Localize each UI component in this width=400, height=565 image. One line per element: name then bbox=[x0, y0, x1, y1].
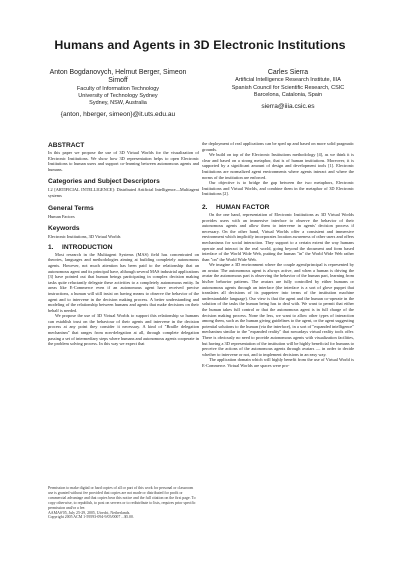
section-heading-introduction bbox=[48, 243, 199, 252]
section-number: 1. bbox=[48, 243, 54, 251]
section-heading-human-factor bbox=[202, 203, 354, 212]
paragraph: the deployment of real applications can be sped up and based on more solid pragmatic grounds. bbox=[202, 141, 354, 152]
categories-heading: Categories and Subject Descriptors bbox=[48, 178, 160, 186]
author-affiliation: University of Technology Sydney bbox=[78, 92, 158, 99]
paragraph: We propose the use of 3D Virtual Worlds to support this relationship so humans can establish trust on the behaviour of their agents and intervene in the decision process at any point they consider it necessary. A kind of "Braille delegation mechanism" that ranges from non-delegation at all, through complete delegation passing a set of intermediary steps where humans and autonomous agents cooperate in the problem solving process. In this way we expect that bbox=[48, 313, 199, 347]
left-column bbox=[48, 141, 199, 347]
paragraph: Our objective is to bridge the gap between the two metaphors, Electronic Institutions and Virtual Worlds, and combine them in the metaphor of 3D Electronic Institutions [2]. bbox=[202, 180, 354, 197]
categories-text: I.2 [ARTIFICIAL INTELLIGENCE]: Distributed Artificial Intelligence—Multiagent systems bbox=[48, 187, 199, 198]
copyright-footnote: Permission to make digital or hard copies of all or part of this work for personal or classroom use is granted without fee provided that copies are not made or distributed for profit or commercial advantage and that copies bear this notice and the full citation on the first page. To copy otherwise, to republish, to post on servers or to redistribute to lists, requires prior specific permission and/or a fee. AAMAS'05, July 25-29, 2005, Utrecht, Netherlands. Copyright 2005 ACM 1-59593-094-9/05/0007 ...$5.00. bbox=[48, 486, 196, 520]
author-names: Anton Bogdanovych, Helmut Berger, Simeon Simoff bbox=[49, 69, 187, 85]
author-affiliation: Sydney, NSW, Australia bbox=[89, 100, 147, 106]
section-title: INTRODUCTION bbox=[62, 243, 113, 251]
author-affiliation: Artificial Intelligence Research Institute, IIIA bbox=[235, 77, 341, 84]
author-email: sierra@iiia.csic.es bbox=[261, 102, 315, 110]
paragraph: Most research in the Multiagent Systems (MAS) field has concentrated on theories, languages and methodologies aiming at building completely autonomous agents. However, not much attention has been paid to the relationship that an autonomous agent and its principal have, although several MAS industrial applications [3] have pointed out that human beings participating in complex decision making tasks quite reluctantly delegate these activities to a completely autonomous entity. In areas like E-Commerce even if an autonomous agent have received precise instructions, a human will still insist on having means to observe the behavior of the agent and to intervene in the decision making process. A better understanding and modeling of the relationship between humans and agents that make decisions on their behalf is needed. bbox=[48, 251, 199, 313]
paragraph: On the one hand, representation of Electronic Institutions as 3D Virtual Worlds provides users with an immersive interface to observe the behavior of their autonomous agents and allow them to intervene in agents' decision process if necessary. On the other hand, Virtual Worlds offer a consistent and immersive environment which implicitly incorporates location awareness of other users and offers mechanisms for social interaction. They support to a certain extent the way humans operate and interact in the real world, going beyond the document and form based interface of the World Wide Web, putting the human "in" the World Wide Web rather than "on" the World Wide Web. bbox=[202, 211, 354, 262]
keywords-text: Electronic Institutions, 3D Virtual Worlds bbox=[48, 234, 121, 240]
paragraph: We build on top of the Electronic Institutions methodology [4], as we think it is clear and based on a strong metaphor, that is of human institutions. Moreover, it is supported by a significant amount of design and development tools [1]. Electronic Institutions are normalized agent environments where agents interact and where the norms of the institution are enforced. bbox=[202, 152, 354, 180]
abstract-heading: ABSTRACT bbox=[48, 142, 85, 149]
section-title: HUMAN FACTOR bbox=[216, 203, 270, 211]
paper-title: Humans and Agents in 3D Electronic Institutions bbox=[54, 38, 346, 52]
author-affiliation: Spanish Council for Scientific Research, CSIC bbox=[231, 84, 345, 91]
keywords-heading: Keywords bbox=[48, 225, 80, 233]
author-affiliation: Faculty of Information Technology bbox=[76, 85, 160, 92]
general-terms-text: Human Factors bbox=[48, 213, 75, 219]
author-block-left bbox=[42, 69, 194, 119]
right-column bbox=[202, 141, 354, 369]
author-email: {anton, hberger, simeon}@it.uts.edu.au bbox=[60, 111, 176, 119]
paragraph: The application domain which will highly benefit from the use of Virtual World is E-Commerce. Virtual Worlds are spaces were pro- bbox=[202, 357, 354, 368]
general-terms-heading: General Terms bbox=[48, 204, 94, 212]
author-names: Carles Sierra bbox=[267, 69, 309, 76]
paragraph: We imagine a 3D environment where the couple agent/principal is represented by an avatar. The autonomous agent is always active, and when a human is driving the avatar the autonomous part is observing the behavior of the human part, learning from his/her behavior patterns. The avatars are fully controlled by either humans or autonomous agents through an interface (the interface is a sort of glove puppet that translates all decisions of its puppeteer into terms of the institution machine understandable language). Our view is that the agent and the human co-operate in the solution of the tasks the human being has to deal with. We want to permit that either the human takes full control or that the autonomous agent is in full charge of the decision making process. None the less, we want to allow other types of interaction among them, such as the human giving guidelines to the agent, or the agent suggesting potential solutions to the human (via the interface), in a sort of "expanded intelligence" mechanism similar to the "expanded reality" that nowadays virtual reality tools offer. There is obviously no need to provide autonomous agents with visualization facilities, but having a 3D representation of the institution will be highly beneficial for humans to perceive the actions of the autonomous agents through avatars — in order to decide whether to intervene or not, and to implement decisions in an easy way. bbox=[202, 262, 354, 357]
section-number: 2. bbox=[202, 203, 208, 211]
abstract-text: In this paper we propose the use of 3D Virtual Worlds for the visualization of Electronic Institutions. We show how 3D representation helps to open Electronic Institutions to human users and support co-learning between autonomous agents and humans. bbox=[48, 150, 199, 172]
author-block-right bbox=[214, 69, 362, 111]
author-affiliation: Barcelona, Catalonia, Spain bbox=[253, 91, 323, 98]
